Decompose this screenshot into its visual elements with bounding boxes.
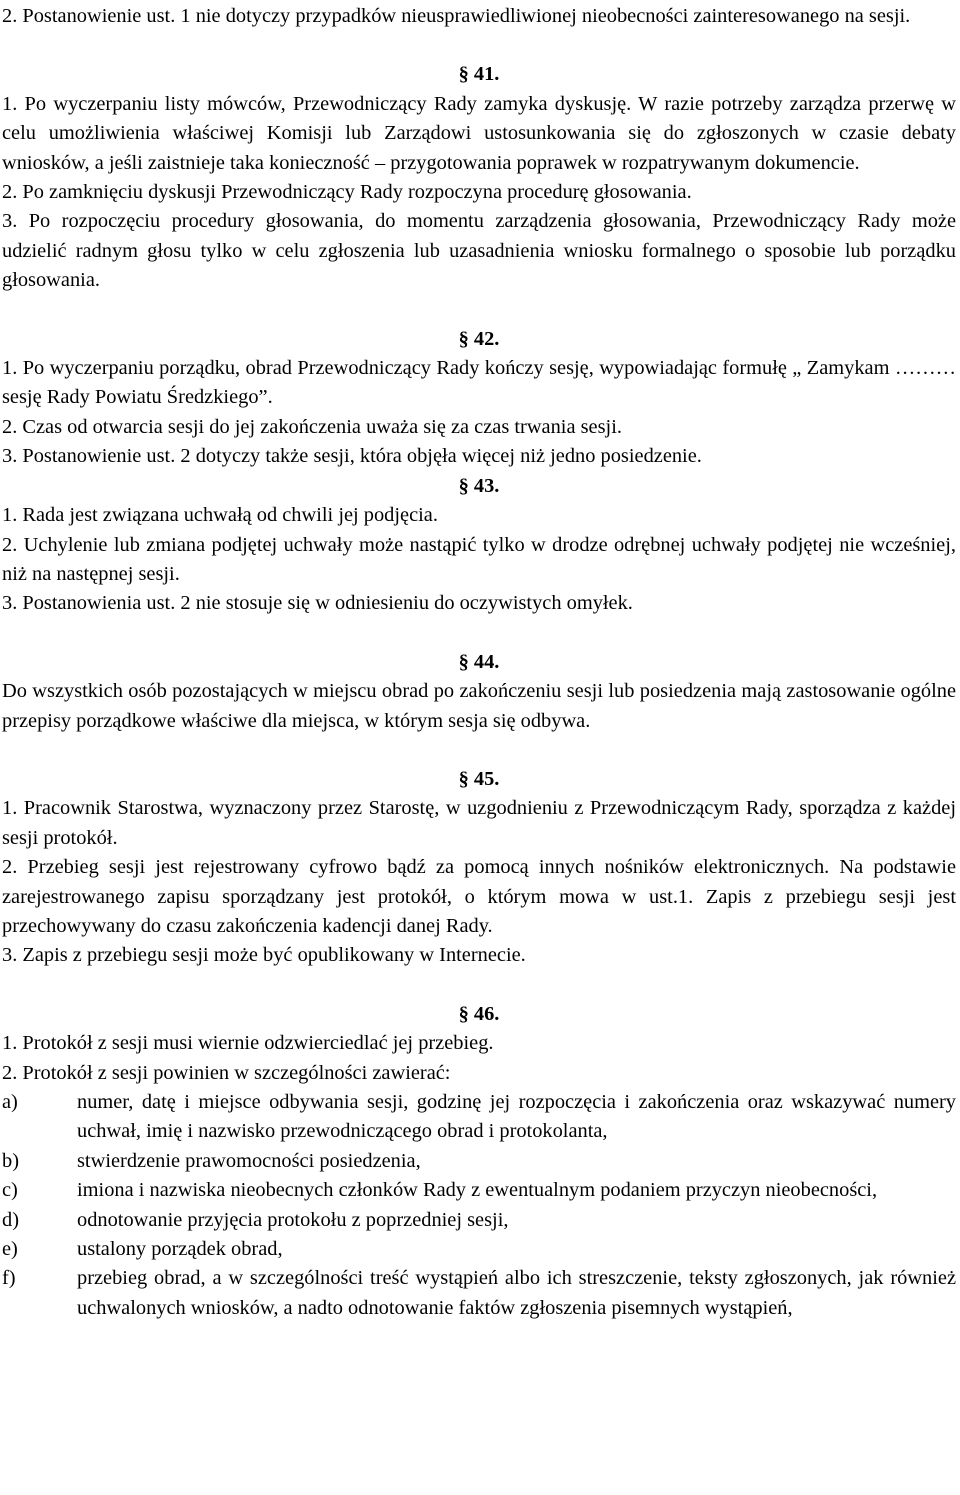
spacer [2,736,956,765]
paragraph-43-3: 3. Postanowienia ust. 2 nie stosuje się w odniesieniu do oczywistych omyłek. [2,592,633,615]
list-item-d [2,1206,956,1235]
list-item-text: odnotowanie przyjęcia protokołu z poprzedniej sesji, [77,1208,509,1231]
list-item-label: c) [2,1179,18,1202]
paragraph-42-3: 3. Postanowienie ust. 2 dotyczy także sesji, która objęła więcej niż jedno posiedzenie. [2,445,702,468]
list-item-label: e) [2,1238,18,1261]
paragraph-43-2: 2. Uchylenie lub zmiana podjętej uchwały może nastąpić tylko w drodze odrębnej uchwały podjętej nie wcześniej, niż na następnej sesji. [2,533,956,585]
list-item-f [2,1264,956,1323]
paragraph-43-1: 1. Rada jest związana uchwałą od chwili jej podjęcia. [2,504,438,527]
spacer [2,619,956,648]
paragraph-46-2: 2. Protokół z sesji powinien w szczególności zawierać: [2,1061,451,1084]
list-item-e [2,1235,956,1264]
list-item-c [2,1176,956,1205]
paragraph-top-2: 2. Postanowienie ust. 1 nie dotyczy przypadków nieusprawiedliwionej nieobecności zainteresowanego na sesji. [2,5,911,27]
section-heading-41: § 41. [458,63,500,86]
section-heading-45: § 45. [458,767,500,790]
section-heading-43: § 43. [458,474,500,497]
section-heading-42: § 42. [458,327,500,350]
list-item-text: numer, datę i miejsce odbywania sesji, godzinę jej rozpoczęcia i zakończenia oraz wskazywać numery uchwał, imię i nazwisko przewodniczącego obrad i protokolanta, [77,1091,956,1143]
list-item-b [2,1147,956,1176]
document-page [2,2,956,1323]
list-item-label: d) [2,1208,19,1231]
spacer [2,31,956,60]
list-item-label: a) [2,1091,18,1113]
spacer [2,296,956,325]
paragraph-44-1: Do wszystkich osób pozostających w miejscu obrad po zakończeniu sesji lub posiedzenia mają zastosowanie ogólne przepisy porządkowe właściwe dla miejsca, w którym sesja się odbywa. [2,680,956,732]
paragraph-42-2: 2. Czas od otwarcia sesji do jej zakończenia uważa się za czas trwania sesji. [2,415,622,438]
list-item-a [2,1088,956,1147]
section-heading-44: § 44. [458,650,500,673]
list-item-text: ustalony porządek obrad, [77,1238,283,1261]
paragraph-45-3: 3. Zapis z przebiegu sesji może być opublikowany w Internecie. [2,944,526,967]
list-item-label: b) [2,1149,19,1172]
paragraph-45-1: 1. Pracownik Starostwa, wyznaczony przez Starostę, w uzgodnieniu z Przewodniczącym Rady, sporządza z każdej sesji protokół. [2,797,956,849]
list-item-text: stwierdzenie prawomocności posiedzenia, [77,1149,421,1172]
spacer [2,971,956,1000]
paragraph-41-1: 1. Po wyczerpaniu listy mówców, Przewodniczący Rady zamyka dyskusję. W razie potrzeby zarządza przerwę w celu umożliwienia właściwej Komisji lub Zarządowi ustosunkowania się do zgłoszonych w czasie debaty wniosków, a jeśli zaistnieje taka konieczność – przygotowania poprawek w rozpatrywanym dokumencie. [2,92,956,174]
paragraph-46-1: 1. Protokół z sesji musi wiernie odzwierciedlać jej przebieg. [2,1032,494,1055]
paragraph-45-2: 2. Przebieg sesji jest rejestrowany cyfrowo bądź za pomocą innych nośników elektronicznych. Na podstawie zarejestrowanego zapisu sporządzany jest protokół, o którym mowa w ust.1. Zapis z przebiegu sesji jest przechowywany do czasu zakończenia kadencji danej Rady. [2,856,956,937]
paragraph-42-1: 1. Po wyczerpaniu porządku, obrad Przewodniczący Rady kończy sesję, wypowiadając formułę „ Zamykam ……… sesję Rady Powiatu Średzkiego”. [2,357,956,409]
section-heading-46: § 46. [458,1002,500,1025]
paragraph-41-2: 2. Po zamknięciu dyskusji Przewodniczący Rady rozpoczyna procedurę głosowania. [2,181,692,204]
list-item-text: przebieg obrad, a w szczególności treść wystąpień albo ich streszczenie, teksty zgłoszonych, jak również uchwalonych wniosków, a nadto odnotowanie faktów zgłoszenia pisemnych wystąpień, [77,1267,956,1319]
list-item-text: imiona i nazwiska nieobecnych członków Rady z ewentualnym podaniem przyczyn nieobecności, [77,1179,878,1202]
list-item-label: f) [2,1267,16,1290]
paragraph-41-3: 3. Po rozpoczęciu procedury głosowania, do momentu zarządzenia głosowania, Przewodniczący Rady może udzielić radnym głosu tylko w celu zgłoszenia lub uzasadnienia wniosku formalnego o sposobie lub porządku głosowania. [2,210,956,292]
